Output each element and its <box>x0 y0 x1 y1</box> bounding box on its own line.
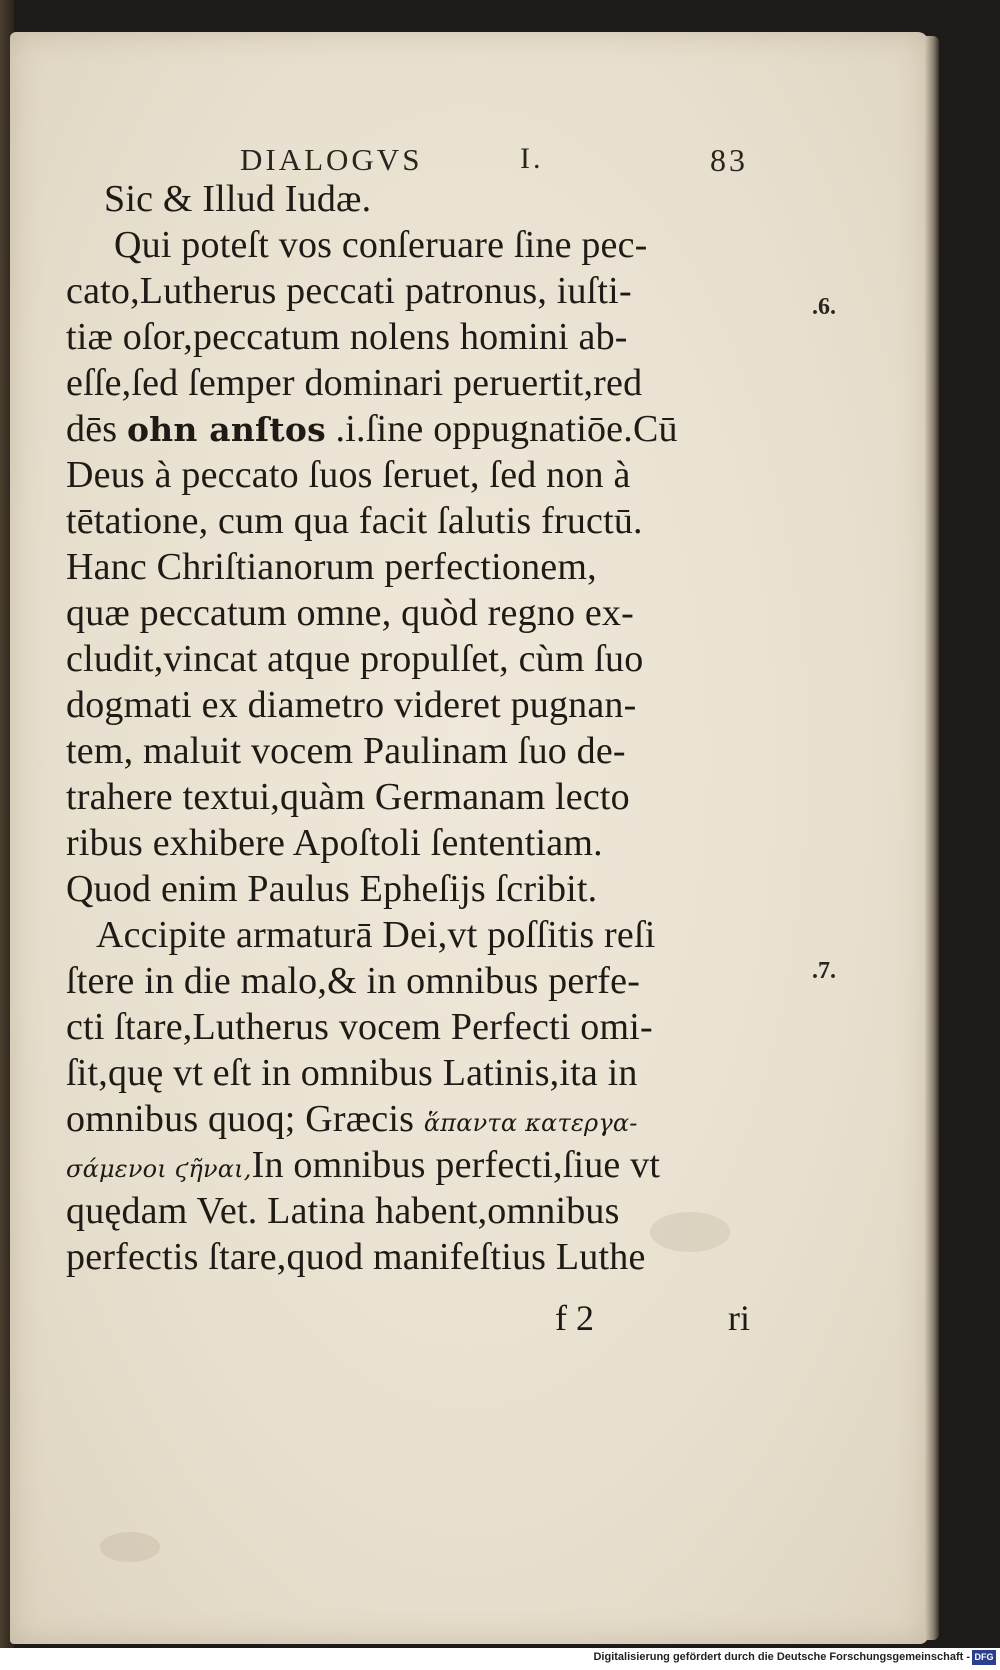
dfg-logo: DFG <box>972 1650 996 1665</box>
text-line <box>66 1140 660 1190</box>
text-segment: In omnibus perfecti,ſiue vt <box>251 1144 661 1186</box>
text-line: dogmati ex diametro videret pugnan- <box>66 684 637 726</box>
text-line: Deus à peccato ſuos ſeruet, ſed non à <box>66 454 631 496</box>
text-line <box>66 1094 638 1144</box>
text-line: eſſe,ſed ſemper dominari peruertit,red <box>66 362 643 404</box>
text-line: perfectis ſtare,quod manifeſtius Luthe <box>66 1236 646 1278</box>
text-line: quæ peccatum omne, quòd regno ex- <box>66 592 634 634</box>
text-line: tem, maluit vocem Paulinam ſuo de- <box>66 730 626 772</box>
margin-note-6: .6. <box>812 294 836 320</box>
page-edge <box>925 36 939 1640</box>
text-line: ſtere in die malo,& in omnibus perfe- <box>66 960 641 1002</box>
paper-stain <box>100 1532 160 1562</box>
greek-phrase: σάμενοι ϛῆναι, <box>66 1155 252 1183</box>
german-blackletter-phrase: ohn anſtos <box>126 410 326 449</box>
running-head-title: DIALOGVS <box>240 142 423 177</box>
text-line: tētatione, cum qua facit ſalutis fructū. <box>66 500 643 542</box>
text-line: quędam Vet. Latina habent,omnibus <box>66 1190 620 1232</box>
greek-phrase: ἅπαντα κατεργα- <box>423 1109 638 1137</box>
text-line <box>66 404 678 454</box>
text-segment: .i.ſine oppugnatiōe.Cū <box>325 408 678 450</box>
signature-mark: f 2 <box>555 1298 594 1338</box>
margin-note-7: .7. <box>812 958 836 984</box>
running-head-section: I. <box>520 142 544 175</box>
text-segment: dēs <box>66 408 127 450</box>
paper-stain <box>650 1212 730 1252</box>
text-line: tiæ oſor,peccatum nolens homini ab- <box>66 316 628 358</box>
catchword: ri <box>728 1298 750 1338</box>
digitization-credit: Digitalisierung gefördert durch die Deutsche Forschungsgemeinschaft - <box>593 1651 970 1663</box>
text-line: Accipite armaturā Dei,vt poſſitis reſi <box>96 914 656 956</box>
text-line: cato,Lutherus peccati patronus, iuſti- <box>66 270 632 312</box>
text-line: Qui poteſt vos conſeruare ſine pec- <box>114 224 648 266</box>
text-line: ſit,quę vt eſt in omnibus Latinis,ita in <box>66 1052 638 1094</box>
page-number: 83 <box>710 142 748 178</box>
text-line: Quod enim Paulus Epheſijs ſcribit. <box>66 868 598 910</box>
text-line: cludit,vincat atque propulſet, cùm ſuo <box>66 638 644 680</box>
text-line: Sic & Illud Iudæ. <box>104 178 372 220</box>
text-line: ribus exhibere Apoſtoli ſententiam. <box>66 822 603 864</box>
text-line: cti ſtare,Lutherus vocem Perfecti omi- <box>66 1006 653 1048</box>
text-line: Hanc Chriſtianorum perfectionem, <box>66 546 597 588</box>
text-segment: omnibus quoq; Græcis <box>66 1098 424 1140</box>
text-line: trahere textui,quàm Germanam lecto <box>66 776 630 818</box>
